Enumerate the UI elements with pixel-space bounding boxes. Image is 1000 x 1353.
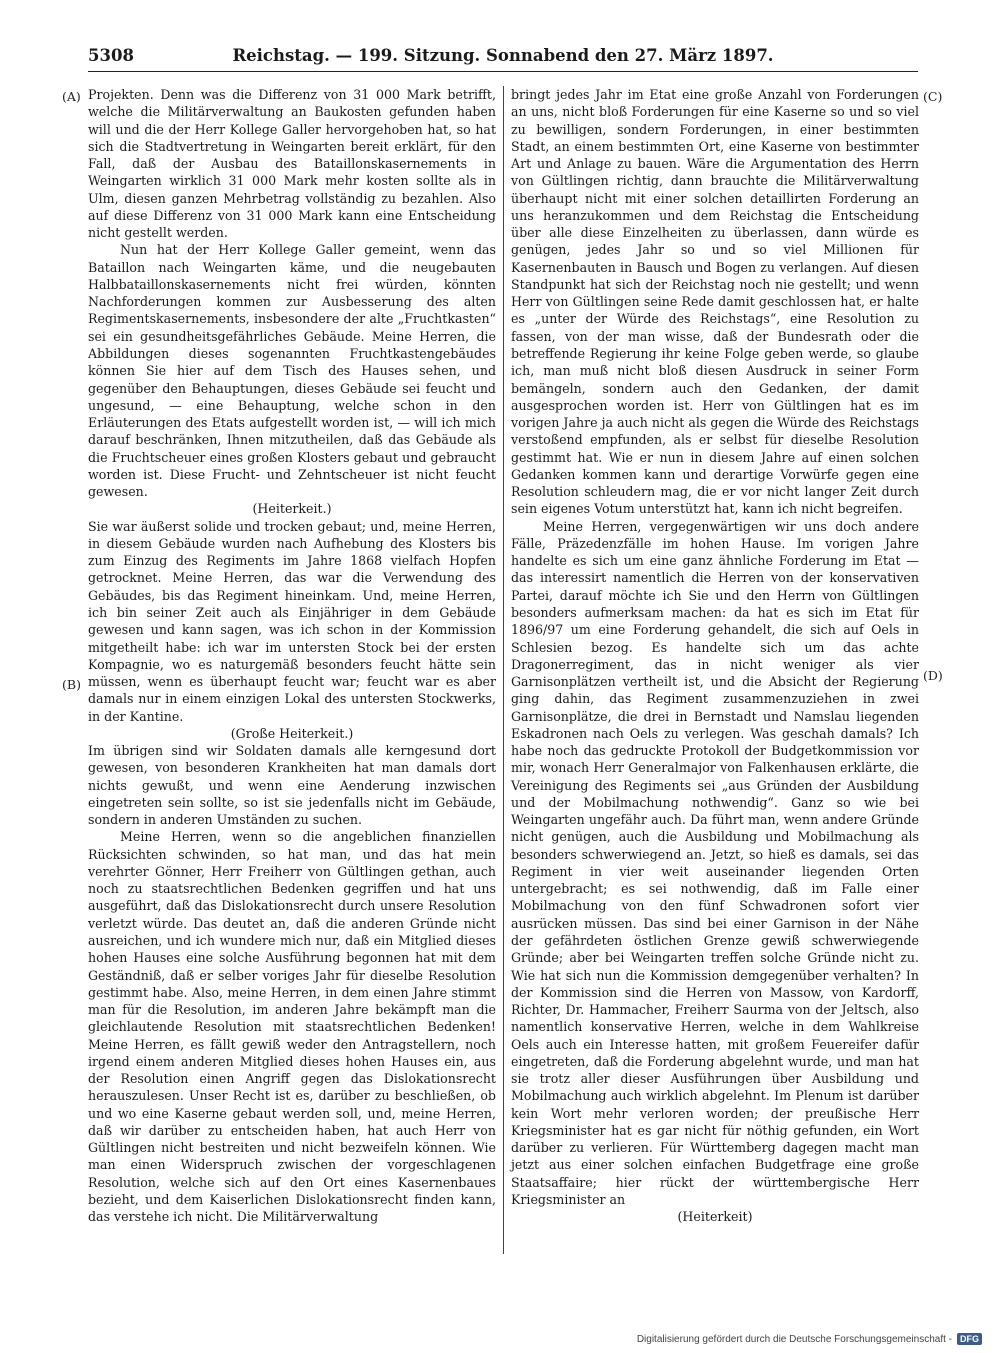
paragraph: Projekten. Denn was die Differenz von 31 000 Mark betrifft, welche die Militärverwaltung an Baukosten gefunden haben will und die der Herr Kollege Galler hervorgehoben hat, so hat sich die Stadtvertretung in Weingarten bereit erklärt, für den Fall, daß der Ausbau des Bataillonskasernements in Weingarten wirklich 31 000 Mark mehr kosten sollte als in Ulm, diesen ganzen Mehrbetrag vollständig zu bezahlen. Also auf diese Differenz von 31 000 Mark kann eine Entscheidung nicht gestellt werden. [88,87,496,241]
footer-credit: Digitalisierung gefördert durch die Deutsche Forschungsgemeinschaft - [636,1333,952,1345]
page-footer [637,1333,982,1345]
page-number: 5308 [88,46,134,65]
paragraph: bringt jedes Jahr im Etat eine große Anzahl von Forderungen an uns, nicht bloß Forderungen für eine Kaserne so und so viel zu bewilligen, sondern Forderungen, in einer bestimmten Stadt, an einem bestimmten Ort, eine Kaserne von bestimmter Art und Anlage zu bauen. Wäre die Argumentation des Herrn von Gültlingen richtig, dann brauchte die Militärverwaltung überhaupt nicht mit einer solchen detaillirten Forderung an uns heranzukommen und dem Reichstag die Entscheidung über alle diese Einzelheiten zu überlassen, dann würde es genügen, jedes Jahr so und so viel Millionen für Kasernenbauten in Bausch und Bogen zu verlangen. Auf diesen Standpunkt hat sich der Reichstag noch nie gestellt; und wenn Herr von Gültlingen seine Rede damit geschlossen hat, er halte es „unter der Würde des Reichstags“, eine Resolution zu fassen, von der man wisse, daß der Bundesrath oder die betreffende Regierung ihr keine Folge geben werde, so glaube ich, man muß nicht bloß diesen Ausdruck in seiner Form bemängeln, sondern auch den Gedanken, der damit ausgesprochen worden ist. Herr von Gültlingen hat es im vorigen Jahre ja auch nicht als gegen die Würde des Reichstags verstoßend empfunden, als er selbst für dieselbe Resolution gestimmt hat. Wie er nun in diesem Jahre auf einen solchen Gedanken kommen kann und derartige Vorwürfe gegen eine Resolution schleudern mag, die er vor nicht langer Zeit durch sein eigenes Votum unterstützt hat, kann ich nicht begreifen. [511,87,919,517]
right-column [511,86,919,1226]
margin-mark-d: (D) [923,668,943,683]
margin-mark-b: (B) [62,677,81,692]
margin-mark-a: (A) [62,89,81,104]
interjection: (Große Heiterkeit.) [230,725,354,741]
paragraph: Nun hat der Herr Kollege Galler gemeint, wenn das Bataillon nach Weingarten käme, und die neugebauten Halbbataillonskasernements nicht frei würden, könnten Nachforderungen kommen zur Ausbesserung des alten Regimentskasernements, insbesondere der alte „Fruchtkasten“ sei ein gesundheitsgefährliches Gebäude. Meine Herren, die Abbildungen dieses sogenannten Fruchtkastengebäudes können Sie hier auf dem Tisch des Hauses sehen, und gegenüber den Behauptungen, dieses Gebäude sei feucht und ungesund, — eine Behauptung, welche schon in den Erläuterungen des Etats aufgestellt worden ist, — will ich mich darauf beschränken, Ihnen mitzutheilen, daß das Gebäude als die Fruchtscheuer eines großen Klosters gebaut und gebraucht worden ist. Diese Frucht- und Zehntscheuer ist nicht feucht gewesen. [88,242,496,500]
page-title: Reichstag. — 199. Sitzung. Sonnabend den 27. März 1897. [232,46,774,65]
header-rule [88,71,918,72]
paragraph: Meine Herren, vergegenwärtigen wir uns doch andere Fälle, Präzedenzfälle im hohen Hause. Im vorigen Jahre handelte es sich um eine ganz ähnliche Forderung im Etat — das interessirt namentlich die Herren von der konservativen Partei, darauf möchte ich Sie und den Herrn von Gültlingen besonders aufmerksam machen: da hat es sich im Etat für 1896/97 um eine Forderung gehandelt, die sich auf Oels in Schlesien bezog. Es handelte sich um das achte Dragonerregiment, das in nicht weniger als vier Garnisonplätzen vertheilt ist, und die Absicht der Regierung ging dahin, das Regiment zusammenzuziehen in zwei Garnisonplätze, die drei in Bernstadt und Namslau liegenden Eskadronen nach Oels zu verlegen. Was geschah damals? Ich habe noch das gedruckte Protokoll der Budgetkommission vor mir, wonach Herr Generalmajor von Falkenhausen erklärte, die Vereinigung des Regiments sei „aus Gründen der Ausbildung und der Mobilmachung nothwendig“. Ganz so wie bei Weingarten ungefähr auch. Da führt man, wenn andere Gründe nicht genügen, auch die Ausbildung und Mobilmachung als besonders schwerwiegend an. Jetzt, so hieß es damals, sei das Regiment in vier weit auseinander liegenden Orten untergebracht; es sei nothwendig, daß im Falle einer Mobilmachung von den fünf Schwadronen sofort vier ausrücken müssen. Das sind bei einer Garnison in der Nähe der gefährdeten östlichen Grenze gewiß schwerwiegende Gründe; aber bei Weingarten treffen solche Gründe nicht zu. Wie hat sich nun die Kommission demgegenüber verhalten? In der Kommission sind die Herren von Massow, von Kardorff, Richter, Dr. Hammacher, Freiherr Saurma von der Jeltsch, also namentlich konservative Herren, welche in dem Wahlkreise Oels auch ein Interesse hatten, mit großem Feuereifer dafür eingetreten, daß die Forderung abgelehnt wurde, und man hat sie trotz aller dieser Ausführungen über Ausbildung und Mobilmachung auch wirklich abgelehnt. Im Plenum ist darüber kein Wort mehr verloren worden; der preußische Herr Kriegsminister hat es gar nicht für nöthig gefunden, ein Wort darüber zu verlieren. Für Württemberg dagegen macht man jetzt aus einer solchen einfachen Budgetfrage eine große Staatsaffaire; hier rückt der württembergische Herr Kriegsminister an [511,518,919,1207]
interjection: (Heiterkeit.) [252,501,332,517]
paragraph: Im übrigen sind wir Soldaten damals alle kerngesund dort gewesen, von besonderen Krankheiten hat man damals dort nichts gewußt, und wenn eine Aenderung inzwischen eingetreten sein sollte, so ist sie jedenfalls nicht im Gebäude, sondern in anderen Umständen zu suchen. [88,743,496,828]
column-divider [503,86,504,1254]
left-column [88,86,496,1226]
interjection: (Heiterkeit) [677,1209,753,1225]
page-header [88,44,918,70]
paragraph: Meine Herren, wenn so die angeblichen finanziellen Rücksichten schwinden, so hat man, und das hat mein verehrter Gönner, Herr Freiherr von Gültlingen gethan, auch noch zu staatsrechtlichen Bedenken gegriffen und hat uns ausgeführt, daß das Dislokationsrecht durch unsere Resolution verletzt würde. Das deutet an, daß die anderen Gründe nicht ausreichen, und ich wundere mich nur, daß ein Mitglied dieses hohen Hauses eine solche Ausführung begonnen hat mit dem Geständniß, daß er selber voriges Jahr für dieselbe Resolution gestimmt habe. Also, meine Herren, in dem einen Jahre stimmt man für die Resolution, im anderen Jahre bekämpft man die gleichlautende Resolution mit staatsrechtlichen Bedenken! Meine Herren, es fällt gewiß weder den Antragstellern, noch irgend einem anderen Mitglied dieses hohen Hauses ein, aus der Resolution einen Angriff gegen das Dislokationsrecht herauszulesen. Unser Recht ist es, darüber zu beschließen, ob und wo eine Kaserne gebaut werden soll, und, meine Herren, daß wir darüber zu entscheiden haben, hat auch Herr von Gültlingen nicht bestreiten und nicht bezweifeln können. Wie man einen Widerspruch zwischen der vorgeschlagenen Resolution, welche sich auf den Ort eines Kasernenbaues bezieht, und dem Kaiserlichen Dislokationsrecht finden kann, das verstehe ich nicht. Die Militärverwaltung [88,829,496,1225]
margin-mark-c: (C) [923,89,943,104]
dfg-logo: DFG [957,1333,982,1345]
paragraph: Sie war äußerst solide und trocken gebaut; und, meine Herren, in diesem Gebäude wurden nach Aufhebung des Klosters bis zum Einzug des Regiments im Jahre 1868 vielfach Hopfen getrocknet. Meine Herren, das war die Verwendung des Gebäudes, bis das Regiment hineinkam. Und, meine Herren, ich bin seiner Zeit auch als Einjähriger in dem Gebäude gewesen und kann sagen, was ich schon in der Kommission mitgetheilt habe: ich war im untersten Stock bei der ersten Kompagnie, wo es naturgemäß besonders feucht hätte sein müssen, wenn es überhaupt feucht war; feucht war es aber damals nur in einem einzigen Lokal des untersten Stockwerks, in der Kantine. [88,518,496,724]
